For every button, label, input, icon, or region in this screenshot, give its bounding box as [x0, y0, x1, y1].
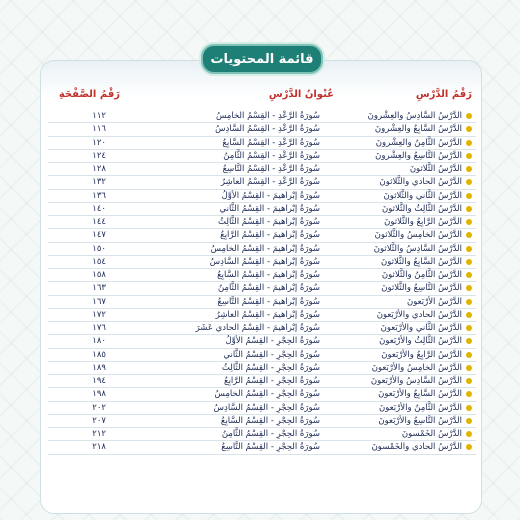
- page-number: ١٣٢: [92, 177, 106, 188]
- lesson-title: سُورَةُ إبْراهيمَ - القِسْمُ الثَّامِنُ: [217, 283, 320, 294]
- list-item: [48, 243, 476, 256]
- lesson-title: سُورَةُ إبْراهيمَ - القِسْمُ الرَّابِعُ: [220, 230, 320, 241]
- list-item: [48, 163, 476, 176]
- list-item: [48, 296, 476, 309]
- page-number: ١٢٠: [92, 137, 106, 148]
- list-item: [48, 203, 476, 216]
- header-lesson-title: عُنْوانُ الدَّرْسِ: [268, 89, 334, 100]
- page-number: ١٤٧: [92, 230, 106, 241]
- list-item: [48, 375, 476, 388]
- page-number: ١٥٨: [92, 270, 106, 280]
- page-number: ٢٠٢: [92, 402, 106, 413]
- lesson-title: سُورَةُ الحِجْرِ - القِسْمُ الثَّالِثُ: [221, 362, 320, 373]
- list-item: [48, 362, 476, 375]
- lesson-title: سُورَةُ الرَّعْدِ - القِسْمُ السَّابِعُ: [222, 137, 320, 148]
- page-number: ١٢٤: [92, 150, 106, 161]
- page-number: ١١٦: [92, 124, 106, 135]
- lesson-number: الدَّرْسُ الثَّاني والثَّلاثونَ: [383, 190, 462, 201]
- bullet-icon: [466, 259, 472, 265]
- lesson-title: سُورَةُ إبْراهيمَ - القِسْمُ الأوَّلُ: [221, 190, 320, 201]
- lesson-number: الدَّرْسُ الخامِسُ والأرْبَعونَ: [371, 362, 462, 373]
- lesson-number: الدَّرْسُ السَّابِعُ والثَّلاثونَ: [380, 256, 462, 267]
- page-number: ١٥٠: [92, 243, 106, 254]
- lesson-number: الدَّرْسُ السَّادِسُ والأرْبَعونَ: [370, 376, 462, 386]
- bullet-icon: [466, 299, 472, 305]
- lesson-title: سُورَةُ إبْراهيمَ - القِسْمُ الخامِسُ: [210, 243, 320, 254]
- bullet-icon: [466, 338, 472, 344]
- lesson-title: سُورَةُ الحِجْرِ - القِسْمُ السَّادِسُ: [213, 402, 320, 413]
- lesson-title: سُورَةُ الرَّعْدِ - القِسْمُ التَّاسِعُ: [222, 164, 320, 174]
- column-headers: [48, 89, 476, 107]
- bullet-icon: [466, 153, 472, 159]
- list-item: [48, 110, 476, 123]
- page-number: ١١٢: [92, 111, 106, 121]
- list-item: [48, 176, 476, 189]
- lesson-title: سُورَةُ إبْراهيمَ - القِسْمُ السَّابِعُ: [217, 270, 320, 280]
- lesson-number: الدَّرْسُ الأرْبَعونَ: [406, 296, 462, 307]
- bullet-icon: [466, 232, 472, 238]
- lesson-title: سُورَةُ الرَّعْدِ - القِسْمُ العاشِرُ: [220, 177, 320, 188]
- bullet-icon: [466, 418, 472, 424]
- list-item: [48, 441, 476, 454]
- list-item: [48, 137, 476, 150]
- row-divider: [48, 454, 476, 455]
- lesson-title: سُورَةُ إبْراهيمَ - القِسْمُ العاشِرُ: [215, 309, 320, 320]
- bullet-icon: [466, 391, 472, 397]
- bullet-icon: [466, 219, 472, 225]
- lesson-number: الدَّرْسُ التَّاسِعُ والأرْبَعونَ: [378, 415, 462, 426]
- page-number: ١٧٢: [92, 309, 106, 320]
- lesson-number: الدَّرْسُ الثَّامِنُ والعِشْرونَ: [375, 137, 462, 148]
- bullet-icon: [466, 140, 472, 146]
- lesson-number: الدَّرْسُ التَّاسِعُ والعِشْرونَ: [375, 150, 462, 161]
- page-number: ١٩٤: [92, 376, 106, 386]
- page-number: ١٨٩: [92, 362, 106, 373]
- page-number: ١٤٠: [92, 203, 106, 214]
- lesson-number: الدَّرْسُ الثَّالِثُ والأرْبَعونَ: [379, 336, 462, 347]
- bullet-icon: [466, 352, 472, 358]
- contents-list: [48, 110, 476, 455]
- lesson-title: سُورَةُ الحِجْرِ - القِسْمُ الأوَّلُ: [225, 336, 320, 347]
- list-item: [48, 150, 476, 163]
- lesson-number: الدَّرْسُ الثَّامِنُ والأرْبَعونَ: [379, 402, 462, 413]
- lesson-title: سُورَةُ الرَّعْدِ - القِسْمُ السَّادِسُ: [215, 124, 320, 135]
- lesson-title: سُورَةُ الحِجْرِ - القِسْمُ الخامِسُ: [214, 389, 320, 400]
- page-number: ١٨٠: [92, 336, 106, 347]
- lesson-number: الدَّرْسُ الحادي والأرْبَعونَ: [376, 309, 462, 320]
- lesson-number: الدَّرْسُ الخَمْسونَ: [401, 429, 462, 439]
- list-item: [48, 388, 476, 401]
- lesson-number: الدَّرْسُ الثَّلاثونَ: [409, 164, 462, 174]
- page-number: ١٩٨: [92, 389, 106, 400]
- list-item: [48, 229, 476, 242]
- bullet-icon: [466, 166, 472, 172]
- bullet-icon: [466, 378, 472, 384]
- lesson-title: سُورَةُ إبْراهيمَ - القِسْمُ الثَّالِثُ: [218, 217, 320, 227]
- lesson-title: سُورَةُ إبْراهيمَ - القِسْمُ السَّادِسُ: [209, 256, 320, 267]
- list-item: [48, 256, 476, 269]
- bullet-icon: [466, 246, 472, 252]
- page-number: ٢١٨: [92, 442, 106, 453]
- list-item: [48, 123, 476, 136]
- lesson-title: سُورَةُ الحِجْرِ - القِسْمُ الرَّابِعُ: [224, 376, 320, 386]
- lesson-number: الدَّرْسُ الحادي والخَمْسونَ: [371, 442, 462, 453]
- page-title: قائمة المحتويات: [201, 44, 323, 74]
- bullet-icon: [466, 431, 472, 437]
- bullet-icon: [466, 179, 472, 185]
- bullet-icon: [466, 206, 472, 212]
- lesson-number: الدَّرْسُ السَّابِعُ والعِشْرونَ: [374, 124, 462, 135]
- lesson-number: الدَّرْسُ السَّابِعُ والأرْبَعونَ: [378, 389, 462, 400]
- page-number: ١٤٤: [92, 217, 106, 227]
- header-lesson-number: رَقْمُ الدَّرْسِ: [415, 89, 472, 100]
- lesson-number: الدَّرْسُ السَّادِسُ والعِشْرونَ: [367, 111, 462, 121]
- lesson-number: الدَّرْسُ الحادي والثَّلاثونَ: [379, 177, 462, 188]
- lesson-number: الدَّرْسُ الرَّابِعُ والثَّلاثونَ: [384, 217, 462, 227]
- list-item: [48, 349, 476, 362]
- lesson-title: سُورَةُ إبْراهيمَ - القِسْمُ الثَّاني: [219, 203, 320, 214]
- lesson-title: سُورَةُ الرَّعْدِ - القِسْمُ الخامِسُ: [215, 111, 320, 121]
- bullet-icon: [466, 312, 472, 318]
- list-item: [48, 402, 476, 415]
- page-number: ١٥٤: [92, 256, 106, 267]
- page-number: ٢٠٧: [92, 415, 106, 426]
- bullet-icon: [466, 405, 472, 411]
- bullet-icon: [466, 272, 472, 278]
- lesson-number: الدَّرْسُ الثَّالِثُ والثَّلاثونَ: [381, 203, 462, 214]
- bullet-icon: [466, 113, 472, 119]
- page-number: ١٨٥: [92, 349, 106, 360]
- list-item: [48, 428, 476, 441]
- lesson-title: سُورَةُ الحِجْرِ - القِسْمُ الثَّامِنُ: [221, 429, 320, 439]
- page-number: ١٣٦: [92, 190, 106, 201]
- lesson-title: سُورَةُ الحِجْرِ - القِسْمُ الثَّاني: [223, 349, 320, 360]
- bullet-icon: [466, 126, 472, 132]
- lesson-number: الدَّرْسُ الخامِسُ والثَّلاثونَ: [374, 230, 462, 241]
- list-item: [48, 322, 476, 335]
- bullet-icon: [466, 193, 472, 199]
- list-item: [48, 309, 476, 322]
- page-number: ١٢٨: [92, 164, 106, 174]
- list-item: [48, 415, 476, 428]
- lesson-number: الدَّرْسُ الثَّاني والأرْبَعونَ: [380, 323, 462, 333]
- bullet-icon: [466, 325, 472, 331]
- page-number: ١٧٦: [92, 323, 106, 333]
- lesson-number: الدَّرْسُ التَّاسِعُ والثَّلاثونَ: [381, 283, 462, 294]
- list-item: [48, 269, 476, 282]
- lesson-number: الدَّرْسُ الرَّابِعُ والأرْبَعونَ: [381, 349, 462, 360]
- lesson-title: سُورَةُ الحِجْرِ - القِسْمُ التَّاسِعُ: [221, 442, 320, 453]
- page-number: ١٦٧: [92, 296, 106, 307]
- bullet-icon: [466, 285, 472, 291]
- bullet-icon: [466, 365, 472, 371]
- list-item: [48, 335, 476, 348]
- lesson-title: سُورَةُ إبْراهيمَ - القِسْمُ التَّاسِعُ: [217, 296, 320, 307]
- bullet-icon: [466, 444, 472, 450]
- list-item: [48, 190, 476, 203]
- list-item: [48, 282, 476, 295]
- lesson-title: سُورَةُ الرَّعْدِ - القِسْمُ الثَّامِنُ: [223, 150, 320, 161]
- page-number: ٢١٢: [92, 429, 106, 439]
- lesson-title: سُورَةُ إبْراهيمَ - القِسْمُ الحادي عَشَرَ: [195, 323, 320, 333]
- lesson-number: الدَّرْسُ الثَّامِنُ والثَّلاثونَ: [381, 270, 462, 280]
- lesson-title: سُورَةُ الحِجْرِ - القِسْمُ السَّابِعُ: [220, 415, 320, 426]
- list-item: [48, 216, 476, 229]
- header-page-number: رَقْمُ الصَّفْحَةِ: [58, 89, 120, 100]
- lesson-number: الدَّرْسُ السَّادِسُ والثَّلاثونَ: [373, 243, 462, 254]
- page-number: ١٦٣: [92, 283, 106, 294]
